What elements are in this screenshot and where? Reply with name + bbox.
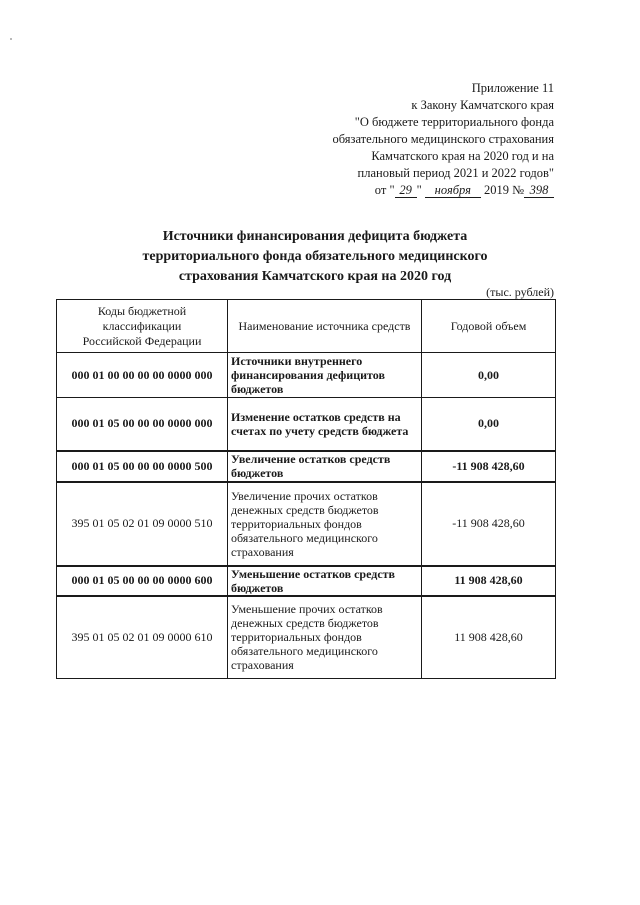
appendix-block — [234, 80, 554, 199]
appendix-line-5: Камчатского края на 2020 год и на — [371, 149, 554, 163]
row-code: 000 01 05 00 00 00 0000 000 — [57, 398, 228, 451]
header-codes-line-1: Коды бюджетной — [97, 303, 187, 318]
row-code: 000 01 05 00 00 00 0000 600 — [57, 566, 228, 596]
row-amount: 0,00 — [422, 353, 556, 398]
header-codes — [57, 300, 228, 353]
title-line-1: Источники финансирования дефицита бюджета — [162, 229, 468, 244]
header-annual-amount: Годовой объем — [422, 300, 556, 353]
scan-speck — [10, 38, 12, 40]
row-name: Источники внутреннего финансирования дефицитов бюджетов — [228, 353, 422, 398]
row-amount: 0,00 — [422, 398, 556, 451]
row-name: Уменьшение прочих остатков денежных средств бюджетов территориальных фондов обязательного медицинского страхования — [228, 596, 422, 679]
table-row — [57, 398, 556, 451]
number-prefix: № — [512, 183, 524, 197]
date-day: 29 — [395, 183, 417, 198]
row-name: Увеличение прочих остатков денежных средств бюджетов территориальных фондов обязательного медицинского страхования — [228, 482, 422, 566]
header-codes-line-3: Российской Федерации — [82, 333, 202, 348]
table-row — [57, 566, 556, 596]
row-code: 000 01 05 00 00 00 0000 500 — [57, 451, 228, 482]
header-source-name: Наименование источника средств — [228, 300, 422, 353]
header-codes-line-2: классификации — [102, 318, 182, 333]
table-row — [57, 451, 556, 482]
row-name: Увеличение остатков средств бюджетов — [228, 451, 422, 482]
appendix-line-2: к Закону Камчатского края — [411, 98, 554, 112]
date-month: ноября — [425, 183, 481, 198]
row-name: Уменьшение остатков средств бюджетов — [228, 566, 422, 596]
appendix-line-4: обязательного медицинского страхования — [332, 132, 554, 146]
date-year: 2019 — [483, 183, 509, 197]
row-code: 000 01 00 00 00 00 0000 000 — [57, 353, 228, 398]
appendix-line-6: плановый период 2021 и 2022 годов" — [357, 166, 554, 180]
document-title — [100, 227, 530, 287]
date-quote: " — [416, 183, 422, 197]
financing-sources-table — [56, 299, 556, 679]
table-row — [57, 596, 556, 679]
title-line-3: страхования Камчатского края на 2020 год — [178, 269, 452, 284]
appendix-line-3: "О бюджете территориального фонда — [354, 115, 554, 129]
appendix-line-1: Приложение 11 — [471, 81, 554, 95]
row-code: 395 01 05 02 01 09 0000 610 — [57, 596, 228, 679]
units-label: (тыс. рублей) — [486, 285, 554, 299]
law-number: 398 — [524, 183, 554, 198]
date-prefix: от " — [374, 183, 395, 197]
table-row — [57, 353, 556, 398]
row-code: 395 01 05 02 01 09 0000 510 — [57, 482, 228, 566]
row-amount: 11 908 428,60 — [422, 566, 556, 596]
row-amount: -11 908 428,60 — [422, 482, 556, 566]
row-amount: -11 908 428,60 — [422, 451, 556, 482]
row-name: Изменение остатков средств на счетах по учету средств бюджета — [228, 398, 422, 451]
table-row — [57, 482, 556, 566]
appendix-date-line — [234, 182, 554, 199]
table-header-row — [57, 300, 556, 353]
title-line-2: территориального фонда обязательного медицинского — [142, 249, 488, 264]
row-amount: 11 908 428,60 — [422, 596, 556, 679]
